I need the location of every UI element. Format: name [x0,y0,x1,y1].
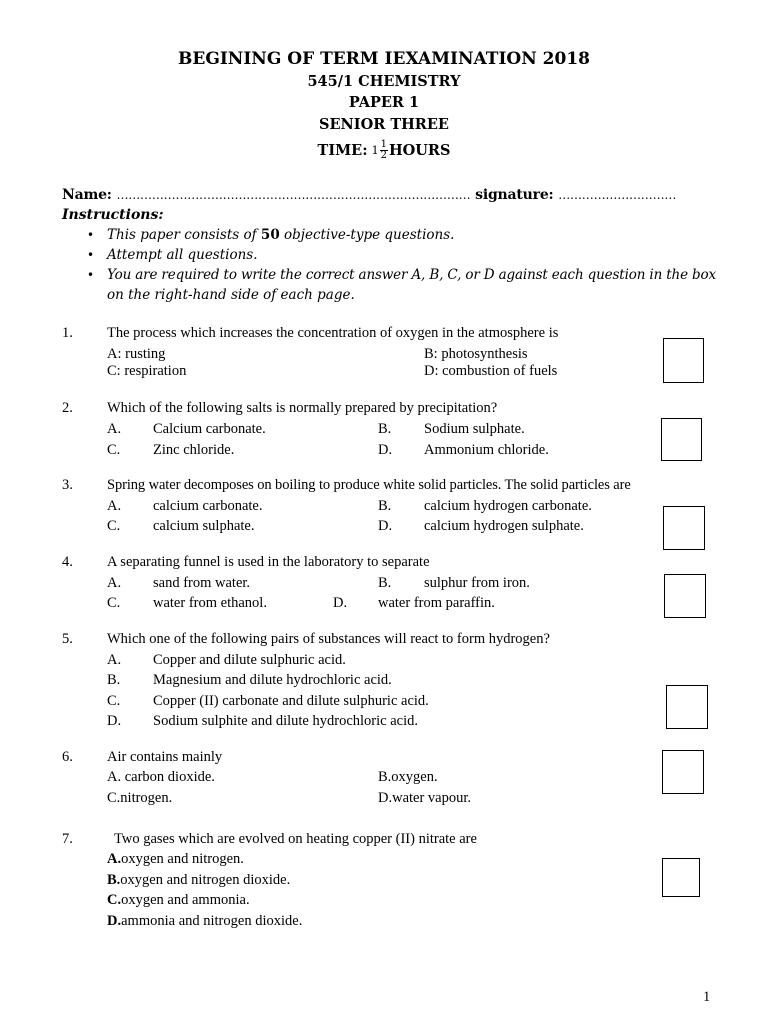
time-fraction [380,140,388,161]
question-number: 4. [62,554,73,570]
option-c: Copper (II) carbonate and dilute sulphuric acid. [153,693,429,709]
signature-label: signature: [475,187,554,203]
instructions-heading: Instructions: [62,207,164,223]
answer-box[interactable] [662,858,700,897]
option-b: B.oxygen. [378,769,438,785]
option-d: D.ammonia and nitrogen dioxide. [107,913,303,929]
question-text: Which of the following salts is normally prepared by precipitation? [107,400,498,416]
option-a-letter: A. [107,851,122,867]
option-c: Zinc chloride. [153,442,235,458]
option-d-letter: D. [107,713,122,729]
option-d: Ammonium chloride. [424,442,549,458]
question-text: The process which increases the concentration of oxygen in the atmosphere is [107,325,559,341]
question-number: 5. [62,631,73,647]
option-b-letter: B. [378,769,392,785]
question-text: Two gases which are evolved on heating copper (II) nitrate are [114,831,477,847]
option-a-letter: A. [107,652,122,668]
option-b: calcium hydrogen carbonate. [424,498,592,514]
signature-field[interactable]: ………………………… [558,188,677,202]
option-d-letter: D. [378,518,393,534]
answer-box[interactable] [666,685,708,729]
instruction-item-continued: on the right-hand side of each page. [107,287,355,303]
option-d: Sodium sulphite and dilute hydrochloric acid. [153,713,418,729]
option-c-letter: C. [107,892,122,908]
option-c: C.oxygen and ammonia. [107,892,250,908]
option-d: calcium hydrogen sulphate. [424,518,584,534]
answer-box[interactable] [664,574,706,618]
option-c-letter: C. [107,693,121,709]
subject-code: 545/1 CHEMISTRY [307,73,461,90]
option-b-letter: B. [378,498,392,514]
option-c: calcium sulphate. [153,518,255,534]
paper-label: PAPER 1 [348,94,420,111]
option-a-letter: A. [107,769,122,785]
question-text: Air contains mainly [107,749,223,765]
answer-box[interactable] [663,338,704,383]
time-numerator: 1 [380,138,387,150]
instruction-item: This paper consists of 50 objective-type questions. [107,227,455,243]
option-a: A: rusting [107,346,166,362]
question-number: 6. [62,749,73,765]
option-a-letter: A. [107,575,122,591]
option-c-letter: C. [107,442,121,458]
class-label: SENIOR THREE [319,116,449,133]
option-a: sand from water. [153,575,251,591]
question-text: A separating funnel is used in the laboratory to separate [107,554,430,570]
option-c: C.nitrogen. [107,790,173,806]
question-count: 50 [260,227,280,243]
option-d-letter: D. [107,913,122,929]
bullet-icon: • [87,248,95,262]
option-b-letter: B. [107,872,121,888]
option-b: B.oxygen and nitrogen dioxide. [107,872,291,888]
time-prefix: TIME: [317,141,368,159]
question-number: 7. [62,831,73,847]
option-a: Copper and dilute sulphuric acid. [153,652,346,668]
time-whole: 1 [371,143,379,157]
page-number: 1 [703,989,711,1005]
option-d: D.water vapour. [378,790,472,806]
answer-box[interactable] [662,750,704,794]
option-c: C: respiration [107,363,187,379]
name-label: Name: [62,187,112,203]
option-b-letter: B. [107,672,121,688]
option-b: Sodium sulphate. [424,421,525,437]
question-text: Which one of the following pairs of substances will react to form hydrogen? [107,631,550,647]
option-b-letter: B. [378,575,392,591]
option-b: B: photosynthesis [424,346,528,362]
question-number: 2. [62,400,73,416]
time-suffix: HOURS [388,141,451,159]
option-d-letter: D. [333,595,348,611]
exam-title: BEGINING OF TERM IEXAMINATION 2018 [178,49,590,69]
option-d-letter: D. [378,442,393,458]
option-c-letter: C. [107,595,121,611]
time-label [0,136,768,164]
name-signature-line [62,187,676,203]
time-denominator: 2 [380,149,387,161]
question-text: Spring water decomposes on boiling to produce white solid particles. The solid particles are [107,477,631,493]
option-a: A.oxygen and nitrogen. [107,851,244,867]
question-number: 3. [62,477,73,493]
bullet-icon: • [87,268,95,282]
option-c-letter: C. [107,790,121,806]
option-d-letter: D. [378,790,393,806]
option-a: A. carbon dioxide. [107,769,215,785]
option-a: Calcium carbonate. [153,421,266,437]
option-d: water from paraffin. [378,595,495,611]
option-d: D: combustion of fuels [424,363,558,379]
bullet-icon: • [87,228,95,242]
option-c-letter: C. [107,518,121,534]
instruction-item: You are required to write the correct answer A, B, C, or D against each question in the box [107,267,716,283]
answer-box[interactable] [663,506,705,550]
instruction-item: Attempt all questions. [107,247,258,263]
option-a: calcium carbonate. [153,498,263,514]
answer-box[interactable] [661,418,702,461]
option-c: water from ethanol. [153,595,267,611]
question-number: 1. [62,325,73,341]
option-a-letter: A. [107,421,122,437]
option-b: sulphur from iron. [424,575,530,591]
name-field[interactable]: ……………………………………………………………………………… [116,188,471,202]
option-b: Magnesium and dilute hydrochloric acid. [153,672,392,688]
option-b-letter: B. [378,421,392,437]
option-a-letter: A. [107,498,122,514]
